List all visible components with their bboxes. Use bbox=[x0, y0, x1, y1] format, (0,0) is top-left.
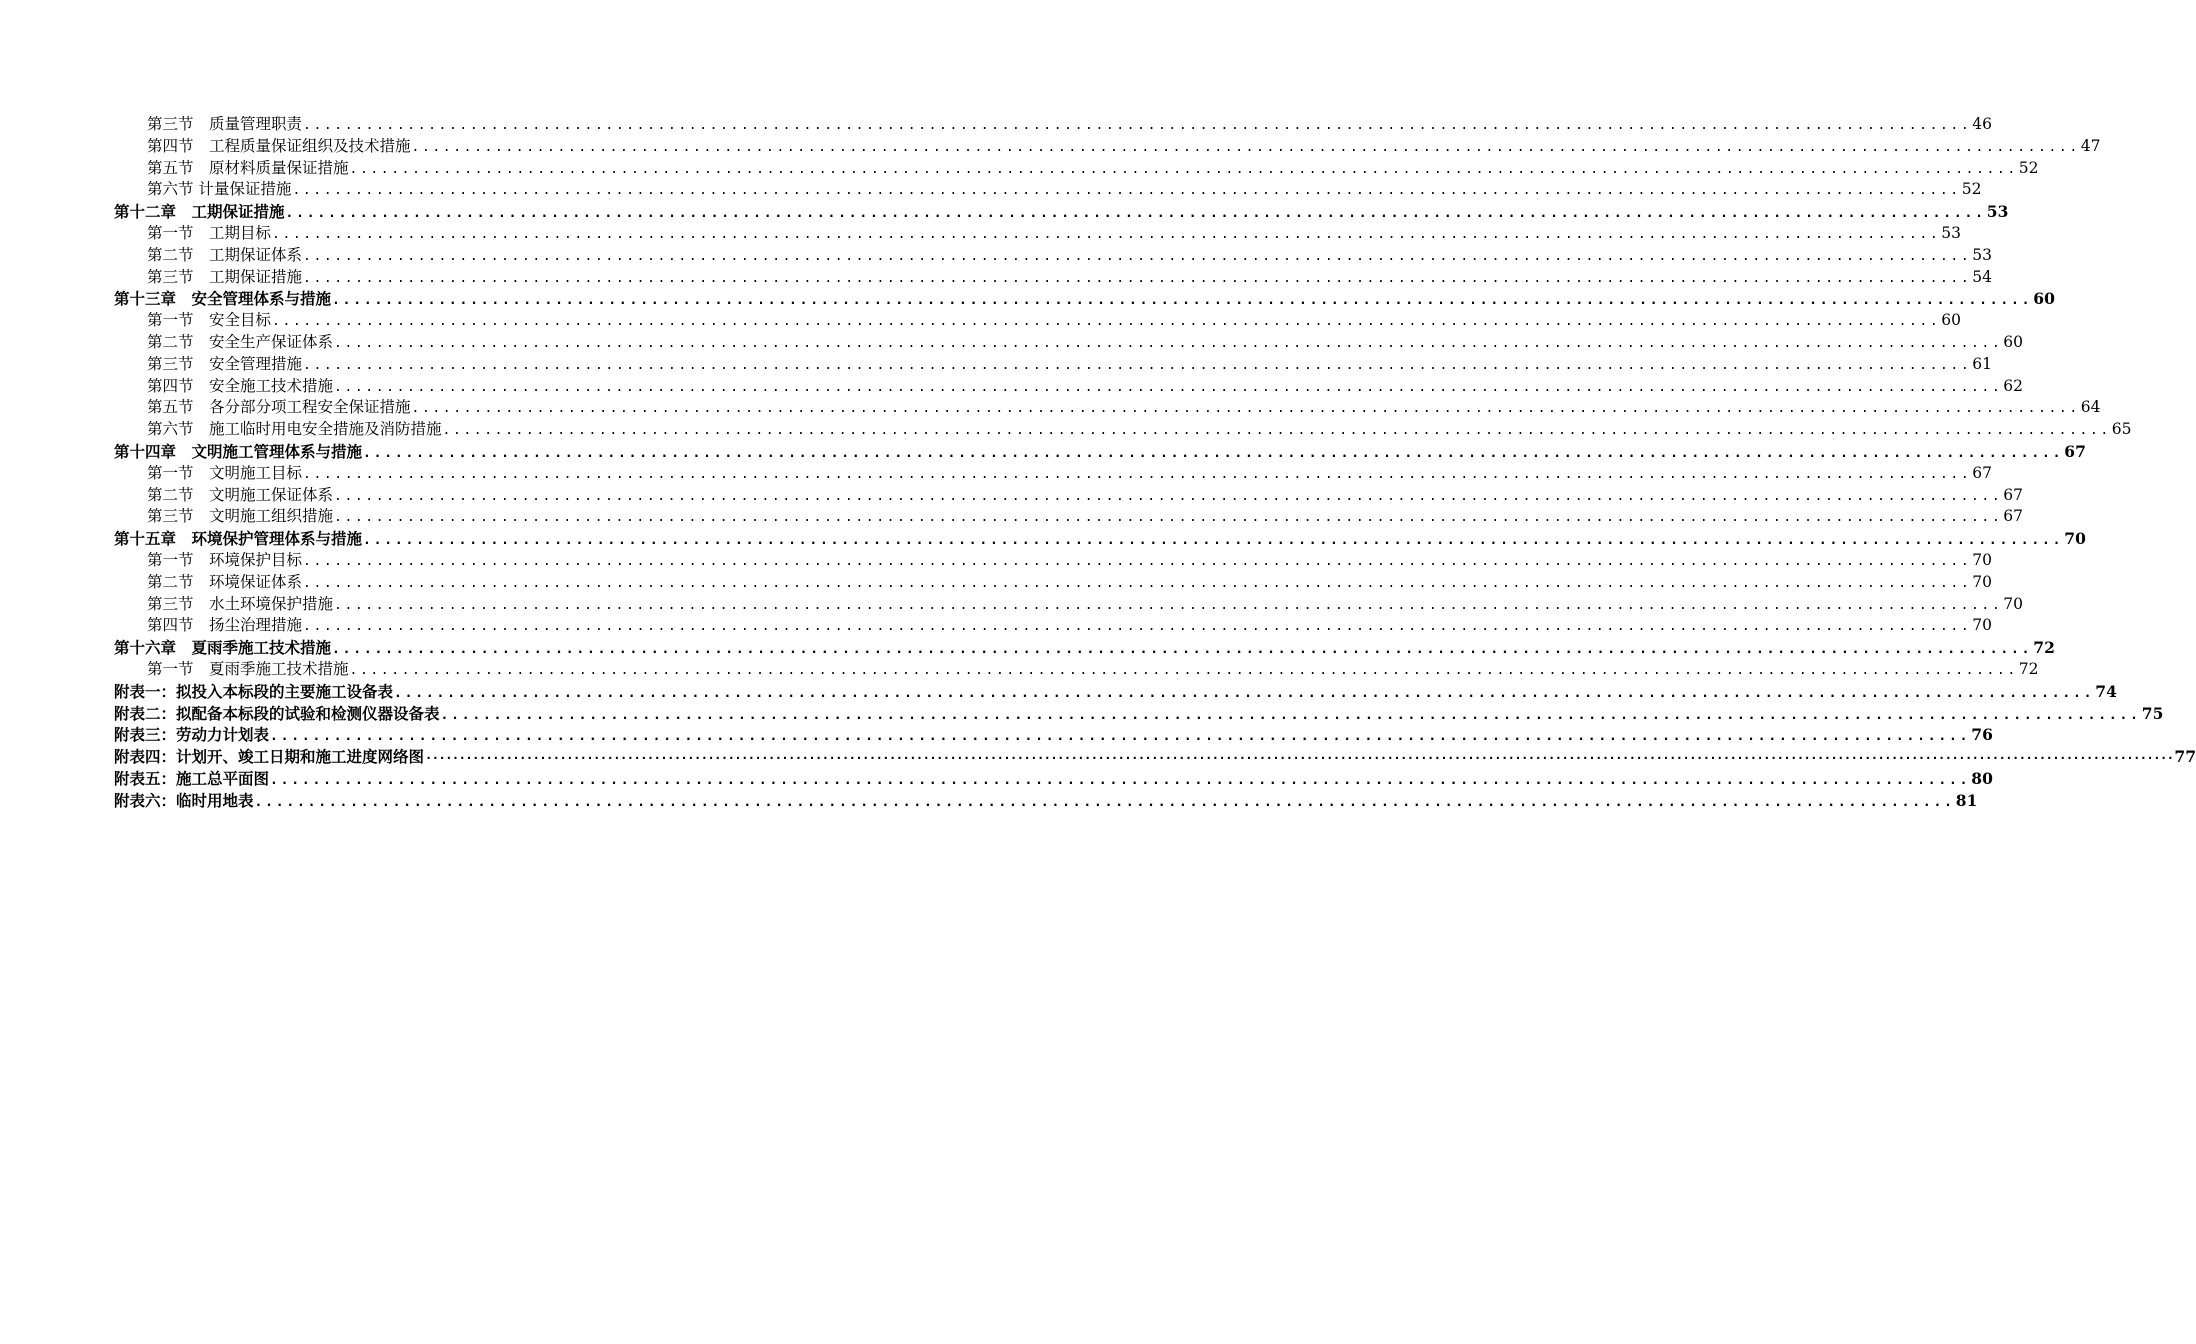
toc-page-number: 60 bbox=[1941, 311, 1962, 330]
dot-leader: ................................................................................................................................................................ bbox=[411, 401, 2080, 417]
toc-entry-label: 第四节 工程质量保证组织及技术措施 bbox=[147, 136, 411, 155]
dot-leader: ................................................................................................................................................................ bbox=[303, 357, 1972, 373]
toc-entry-label: 第四节 扬尘治理措施 bbox=[147, 616, 303, 635]
toc-page-number: 52 bbox=[1961, 180, 1982, 199]
toc-entry-label: 第六节 施工临时用电安全措施及消防措施 bbox=[147, 420, 442, 439]
dot-leader: ................................................................................................................................................................ bbox=[334, 510, 2003, 526]
toc-page-number: 60 bbox=[2003, 332, 2024, 351]
toc-entry-label: 第五节 原材料质量保证措施 bbox=[147, 158, 349, 177]
toc-entry-label: 附表六：临时用地表 bbox=[114, 790, 254, 810]
toc-entry-label: 第十五章 环境保护管理体系与措施 bbox=[114, 529, 363, 549]
toc-chapter-entry[interactable] bbox=[0, 288, 2055, 310]
dot-leader: ................................................................................................................................................................ bbox=[349, 662, 2018, 678]
toc-entry-label: 第十六章 夏雨季施工技术措施 bbox=[114, 638, 332, 658]
toc-page-number: 70 bbox=[2003, 594, 2024, 613]
toc-chapter-entry[interactable] bbox=[0, 441, 2086, 463]
toc-entry-label: 第一节 工期目标 bbox=[147, 223, 272, 242]
toc-section-entry[interactable] bbox=[0, 506, 2024, 528]
toc-entry-label: 第二节 工期保证体系 bbox=[147, 245, 303, 264]
toc-entry-label: 附表一：拟投入本标段的主要施工设备表 bbox=[114, 681, 394, 701]
toc-chapter-entry[interactable] bbox=[0, 790, 1978, 812]
toc-entry-label: 第四节 安全施工技术措施 bbox=[147, 376, 334, 395]
toc-entry-label: 附表五：施工总平面图 bbox=[114, 768, 270, 788]
dot-leader: ................................................................................................................................................................ bbox=[363, 533, 2064, 549]
toc-entry-label: 第一节 文明施工目标 bbox=[147, 463, 303, 482]
toc-entry-label: 第三节 质量管理职责 bbox=[147, 115, 303, 133]
dot-leader: ................................................................................................................................................................ bbox=[303, 248, 1972, 264]
dot-leader: ................................................................................................................................................................ bbox=[303, 553, 1972, 569]
toc-section-entry[interactable] bbox=[0, 572, 1993, 594]
dot-leader: ................................................................................................................................................................ bbox=[363, 445, 2064, 461]
dot-leader: ................................................................................................................................................................ bbox=[349, 161, 2018, 177]
toc-entry-label: 第六节 计量保证措施 bbox=[147, 180, 292, 199]
toc-section-entry[interactable] bbox=[0, 158, 2039, 180]
toc-page-number: 70 bbox=[2064, 529, 2086, 549]
toc-entry-label: 第一节 安全目标 bbox=[147, 311, 272, 330]
toc-chapter-entry[interactable] bbox=[0, 681, 2117, 703]
toc-page-number: 77 bbox=[2174, 747, 2196, 767]
toc-chapter-entry[interactable] bbox=[0, 528, 2086, 550]
toc-section-entry[interactable] bbox=[0, 550, 1993, 572]
toc-page-number: 52 bbox=[2018, 158, 2039, 177]
toc-section-entry[interactable] bbox=[0, 223, 1962, 245]
dot-leader: ................................................................................................................................................................ bbox=[303, 575, 1972, 591]
toc-entry-label: 第一节 夏雨季施工技术措施 bbox=[147, 659, 349, 678]
toc-page-number: 67 bbox=[1972, 463, 1993, 482]
toc-section-entry[interactable] bbox=[0, 267, 1993, 289]
toc-section-entry[interactable] bbox=[0, 594, 2024, 616]
toc-section-entry[interactable] bbox=[0, 179, 1982, 201]
toc-page-number: 65 bbox=[2111, 420, 2132, 439]
dot-leader: ................................................................................................................................................................ bbox=[270, 729, 1971, 745]
toc-chapter-entry[interactable] bbox=[0, 637, 2055, 659]
table-of-contents bbox=[0, 114, 2196, 812]
toc-page-number: 70 bbox=[1972, 616, 1993, 635]
toc-entry-label: 第十三章 安全管理体系与措施 bbox=[114, 289, 332, 309]
dot-leader: ................................................................................................................................................................ bbox=[411, 139, 2080, 155]
dot-leader: ................................................................................................................................................................ bbox=[332, 293, 2033, 309]
dot-leader: ................................................................................................................................................................ bbox=[442, 423, 2111, 439]
toc-chapter-entry[interactable] bbox=[0, 201, 2009, 223]
toc-page-number: 47 bbox=[2080, 136, 2101, 155]
toc-entry-label: 第三节 安全管理措施 bbox=[147, 354, 303, 373]
toc-entry-label: 附表四：计划开、竣工日期和施工进度网络图 bbox=[114, 747, 425, 767]
toc-page-number: 54 bbox=[1972, 267, 1993, 286]
toc-entry-label: 第三节 水土环境保护措施 bbox=[147, 594, 334, 613]
dot-leader: ................................................................................................................................................................ bbox=[394, 685, 2095, 701]
toc-entry-label: 第五节 各分部分项工程安全保证措施 bbox=[147, 398, 411, 417]
dot-leader: ................................................................................................................................................................ bbox=[303, 619, 1972, 635]
toc-section-entry[interactable] bbox=[0, 419, 2132, 441]
dot-leader: ................................................................................................................................................................ bbox=[334, 597, 2003, 613]
toc-page-number: 67 bbox=[2003, 507, 2024, 526]
toc-section-entry[interactable] bbox=[0, 485, 2024, 507]
toc-page-number: 72 bbox=[2018, 659, 2039, 678]
dot-leader: ................................................................................................................................................................ bbox=[332, 642, 2033, 658]
toc-section-entry[interactable] bbox=[0, 332, 2024, 354]
toc-section-entry[interactable] bbox=[0, 354, 1993, 376]
toc-page-number: 61 bbox=[1972, 354, 1993, 373]
toc-section-entry[interactable] bbox=[0, 245, 1993, 267]
dot-leader: ................................................................................................................................................................ bbox=[303, 270, 1972, 286]
toc-page-number: 70 bbox=[1972, 550, 1993, 569]
toc-section-entry[interactable] bbox=[0, 615, 1993, 637]
toc-section-entry[interactable] bbox=[0, 114, 1993, 136]
dot-leader: ................................................................................................................................................................ bbox=[270, 772, 1971, 788]
toc-page-number: 75 bbox=[2141, 703, 2164, 723]
toc-entry-label: 第二节 文明施工保证体系 bbox=[147, 485, 334, 504]
toc-chapter-entry[interactable] bbox=[0, 724, 1993, 746]
dot-leader: ................................................................................................................................................................ bbox=[440, 707, 2141, 723]
toc-chapter-entry[interactable] bbox=[0, 746, 2196, 768]
toc-page-number: 46 bbox=[1972, 115, 1993, 133]
toc-section-entry[interactable] bbox=[0, 136, 2101, 158]
dot-leader: ................................................................................................................................................................ bbox=[303, 118, 1972, 133]
toc-entry-label: 第二节 环境保证体系 bbox=[147, 572, 303, 591]
toc-page-number: 53 bbox=[1986, 202, 2009, 222]
toc-section-entry[interactable] bbox=[0, 376, 2024, 398]
dot-leader: ................................................................................................................................................................ bbox=[303, 466, 1972, 482]
toc-section-entry[interactable] bbox=[0, 659, 2039, 681]
toc-entry-label: 第一节 环境保护目标 bbox=[147, 550, 303, 569]
toc-page-number: 62 bbox=[2003, 376, 2024, 395]
toc-page-number: 64 bbox=[2080, 398, 2101, 417]
toc-page-number: 81 bbox=[1955, 790, 1978, 810]
toc-page-number: 76 bbox=[1971, 725, 1993, 745]
toc-page-number: 80 bbox=[1971, 768, 1993, 788]
toc-entry-label: 附表二：拟配备本标段的试验和检测仪器设备表 bbox=[114, 703, 440, 723]
toc-page-number: 70 bbox=[1972, 572, 1993, 591]
toc-entry-label: 第十四章 文明施工管理体系与措施 bbox=[114, 441, 363, 461]
dot-leader: ................................................................................................................................................................ bbox=[254, 794, 1955, 810]
toc-page-number: 67 bbox=[2003, 485, 2024, 504]
toc-entry-label: 第十二章 工期保证措施 bbox=[114, 202, 285, 222]
toc-chapter-entry[interactable] bbox=[0, 768, 1993, 790]
dot-leader: ................................................................................................................................................................ bbox=[272, 314, 1941, 330]
toc-entry-label: 附表三：劳动力计划表 bbox=[114, 725, 270, 745]
toc-section-entry[interactable] bbox=[0, 310, 1962, 332]
toc-chapter-entry[interactable] bbox=[0, 703, 2164, 725]
toc-page-number: 72 bbox=[2033, 638, 2055, 658]
toc-entry-label: 第二节 安全生产保证体系 bbox=[147, 332, 334, 351]
dot-leader: ................................................................................................................................................................ bbox=[334, 335, 2003, 351]
toc-section-entry[interactable] bbox=[0, 463, 1993, 485]
toc-page-number: 67 bbox=[2064, 441, 2086, 461]
dot-leader: ................................................................................................................................................................ bbox=[334, 379, 2003, 395]
dot-leader: ................................................................................................................................................................ bbox=[292, 183, 1961, 199]
dot-leader: ................................................................................................................................................................ bbox=[272, 226, 1941, 242]
toc-page-number: 53 bbox=[1941, 223, 1962, 242]
toc-section-entry[interactable] bbox=[0, 397, 2101, 419]
dot-leader: ................................................................................................................................................................ bbox=[334, 488, 2003, 504]
dot-leader: ···································································································································································································································································· bbox=[425, 751, 2174, 766]
toc-entry-label: 第三节 工期保证措施 bbox=[147, 267, 303, 286]
toc-page-number: 60 bbox=[2033, 289, 2055, 309]
dot-leader: ................................................................................................................................................................ bbox=[285, 206, 1986, 222]
toc-page-number: 53 bbox=[1972, 245, 1993, 264]
toc-page-number: 74 bbox=[2095, 681, 2117, 701]
toc-entry-label: 第三节 文明施工组织措施 bbox=[147, 507, 334, 526]
